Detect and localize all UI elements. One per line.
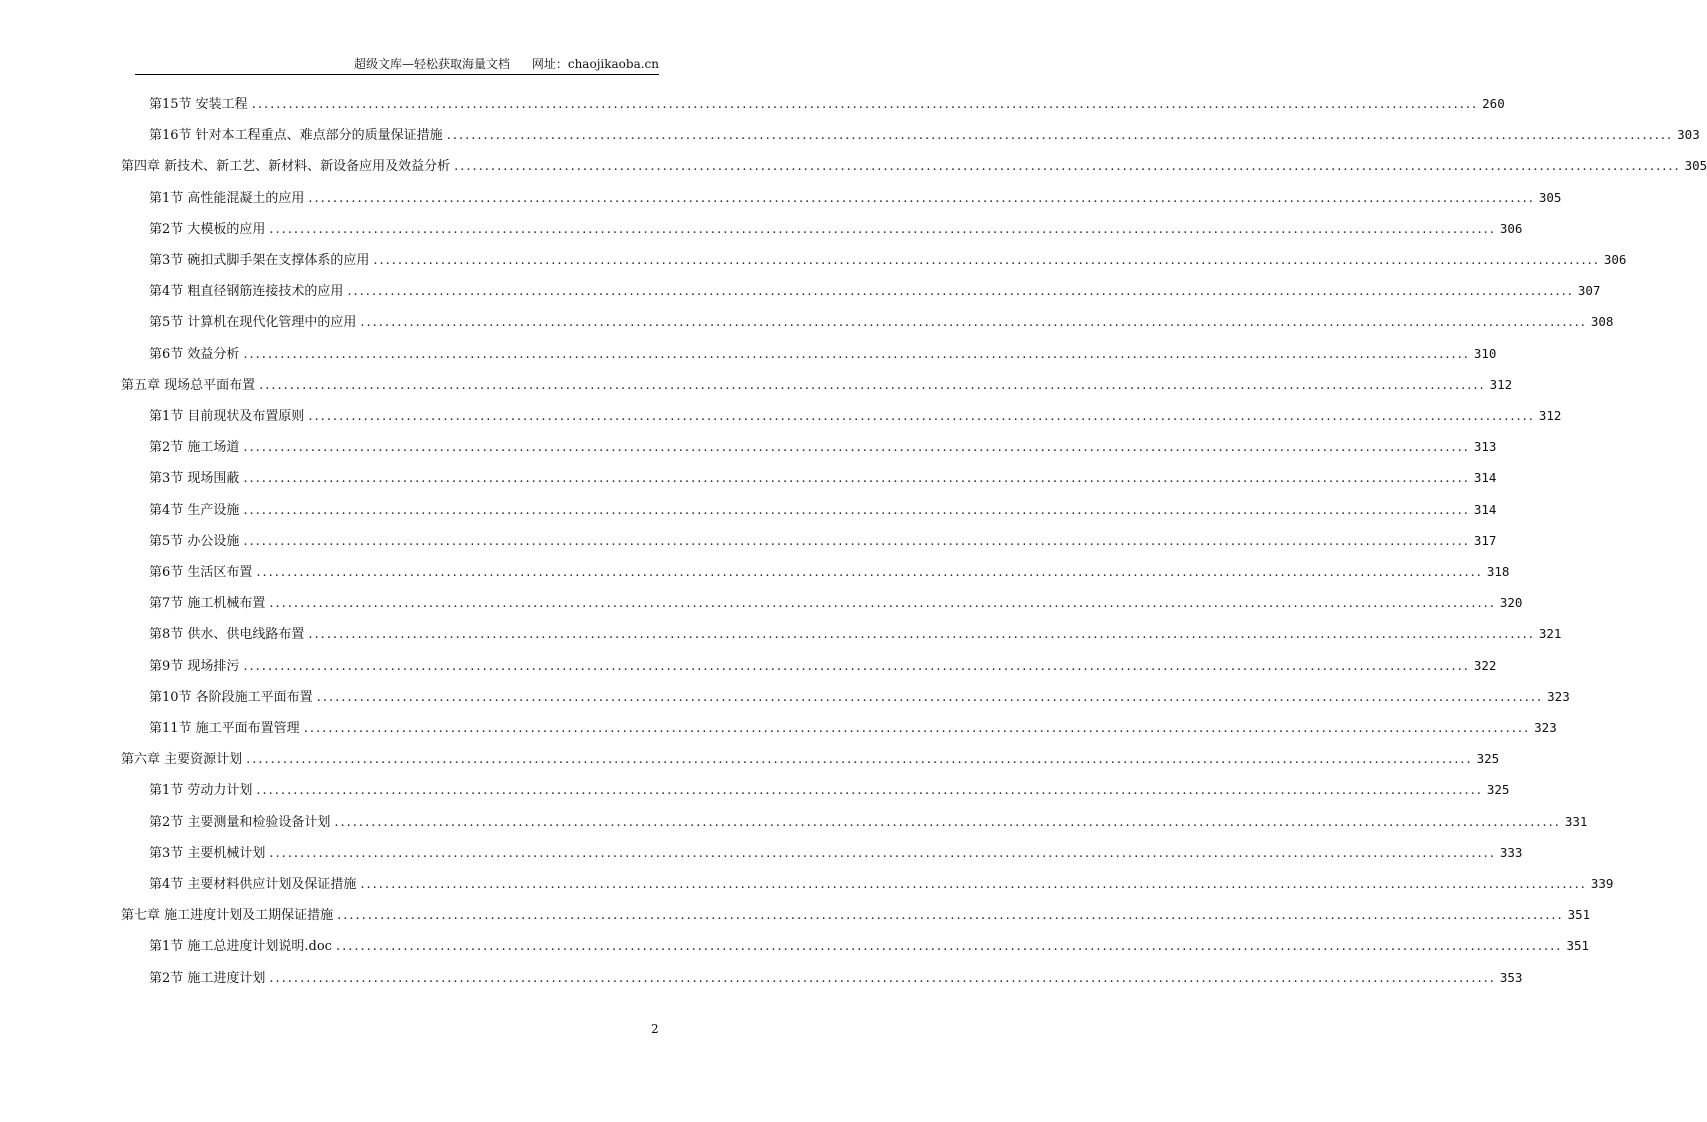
toc-entry-page: 312 (1538, 408, 1562, 423)
toc-entry-page: 331 (1564, 813, 1588, 829)
toc-leader-dots: ........................................................................................................................................................................................................ (243, 346, 1470, 362)
toc-entry-label: 第5节 办公设施 (149, 533, 240, 549)
toc-entry-label: 第4节 主要材料供应计划及保证措施 (149, 877, 357, 892)
toc-entry-page: 314 (1473, 470, 1497, 486)
toc-leader-dots: ........................................................................................................................................................................................................ (256, 565, 1483, 580)
toc-entry-label: 第10节 各阶段施工平面布置 (149, 689, 313, 705)
toc-section-entry[interactable] (149, 219, 1523, 239)
toc-leader-dots: ........................................................................................................................................................................................................ (308, 409, 1535, 424)
toc-leader-dots: ........................................................................................................................................................................................................ (373, 253, 1600, 268)
toc-section-entry[interactable] (149, 344, 1497, 364)
toc-entry-label: 第七章 施工进度计划及工期保证措施 (121, 908, 334, 924)
toc-leader-dots: ........................................................................................................................................................................................................ (303, 721, 1531, 736)
toc-entry-label: 第5节 计算机在现代化管理中的应用 (149, 315, 357, 331)
toc-entry-label: 第3节 主要机械计划 (149, 845, 266, 861)
toc-entry-label: 第1节 目前现状及布置原则 (149, 409, 305, 424)
toc-entry-page: 318 (1486, 564, 1510, 579)
toc-entry-label: 第2节 施工进度计划 (149, 970, 266, 986)
toc-entry-label: 第15节 安装工程 (149, 97, 248, 112)
toc-leader-dots: ........................................................................................................................................................................................................ (259, 377, 1486, 393)
toc-leader-dots: ........................................................................................................................................................................................................ (269, 596, 1496, 612)
toc-section-entry[interactable] (149, 968, 1523, 988)
toc-section-entry[interactable] (149, 718, 1557, 738)
toc-leader-dots: ........................................................................................................................................................................................................ (308, 190, 1535, 206)
toc-chapter-entry[interactable] (121, 749, 1500, 769)
header-site-label: 超级文库—轻松获取海量文档 (354, 57, 511, 71)
toc-section-entry[interactable] (149, 468, 1497, 488)
toc-leader-dots: ........................................................................................................................................................................................................ (251, 97, 1479, 112)
toc-entry-page: 351 (1566, 938, 1590, 954)
toc-section-entry[interactable] (149, 687, 1570, 707)
toc-entry-page: 351 (1567, 907, 1591, 923)
toc-entry-page: 305 (1538, 189, 1562, 205)
toc-leader-dots: ........................................................................................................................................................................................................ (269, 221, 1496, 237)
toc-entry-label: 第1节 劳动力计划 (149, 783, 253, 799)
toc-entry-label: 第4节 粗直径钢筋连接技术的应用 (149, 284, 344, 300)
toc-section-entry[interactable] (149, 94, 1505, 114)
toc-entry-page: 260 (1482, 96, 1505, 111)
toc-section-entry[interactable] (149, 812, 1588, 832)
toc-entry-page: 310 (1473, 345, 1497, 361)
toc-entry-page: 314 (1473, 501, 1497, 517)
toc-entry-page: 305 (1684, 158, 1707, 174)
toc-leader-dots: ........................................................................................................................................................................................................ (316, 689, 1544, 705)
toc-entry-label: 第六章 主要资源计划 (121, 752, 243, 768)
toc-section-entry[interactable] (149, 312, 1614, 332)
toc-section-entry[interactable] (149, 500, 1497, 520)
toc-entry-label: 第五章 现场总平面布置 (121, 377, 256, 393)
toc-leader-dots: ........................................................................................................................................................................................................ (360, 877, 1587, 892)
toc-entry-page: 306 (1499, 220, 1523, 236)
toc-section-entry[interactable] (149, 437, 1497, 457)
toc-entry-page: 312 (1489, 376, 1513, 392)
toc-entry-label: 第7节 施工机械布置 (149, 596, 266, 612)
toc-section-entry[interactable] (149, 125, 1700, 145)
toc-entry-label: 第四章 新技术、新工艺、新材料、新设备应用及效益分析 (121, 159, 451, 175)
toc-entry-label: 第3节 现场围蔽 (149, 471, 240, 487)
toc-leader-dots: ........................................................................................................................................................................................................ (347, 284, 1574, 300)
toc-entry-page: 321 (1538, 626, 1562, 642)
toc-section-entry[interactable] (149, 562, 1510, 582)
toc-section-entry[interactable] (149, 531, 1497, 551)
toc-entry-page: 323 (1547, 688, 1570, 704)
toc-entry-label: 第2节 主要测量和检验设备计划 (149, 814, 331, 830)
toc-entry-page: 325 (1476, 751, 1500, 767)
toc-section-entry[interactable] (149, 780, 1510, 800)
toc-entry-page: 323 (1534, 720, 1557, 735)
toc-entry-page: 325 (1486, 782, 1510, 798)
toc-entry-page: 333 (1499, 844, 1523, 860)
page-header (135, 54, 659, 75)
toc-entry-label: 第4节 生产设施 (149, 502, 240, 518)
toc-entry-label: 第3节 碗扣式脚手架在支撑体系的应用 (149, 253, 370, 268)
toc-entry-page: 339 (1590, 876, 1614, 891)
toc-leader-dots: ........................................................................................................................................................................................................ (269, 970, 1496, 986)
toc-entry-page: 317 (1473, 532, 1497, 548)
toc-chapter-entry[interactable] (121, 375, 1513, 395)
toc-leader-dots: ........................................................................................................................................................................................................ (446, 128, 1674, 144)
toc-entry-label: 第9节 现场排污 (149, 658, 240, 674)
toc-leader-dots: ........................................................................................................................................................................................................ (243, 440, 1470, 456)
toc-entry-page: 353 (1499, 969, 1523, 985)
toc-entry-label: 第6节 效益分析 (149, 346, 240, 362)
toc-entry-page: 306 (1603, 252, 1627, 267)
toc-leader-dots: ........................................................................................................................................................................................................ (337, 908, 1564, 924)
toc-entry-page: 303 (1677, 127, 1700, 143)
toc-leader-dots: ........................................................................................................................................................................................................ (256, 783, 1483, 799)
toc-section-entry[interactable] (149, 406, 1562, 426)
toc-chapter-entry[interactable] (121, 156, 1707, 176)
toc-entry-label: 第1节 施工总进度计划说明.doc (149, 939, 332, 955)
toc-entry-page: 320 (1499, 595, 1523, 611)
toc-entry-label: 第2节 施工场道 (149, 440, 240, 456)
toc-entry-page: 308 (1590, 314, 1614, 330)
toc-section-entry[interactable] (149, 843, 1523, 863)
toc-leader-dots: ........................................................................................................................................................................................................ (360, 315, 1587, 331)
toc-section-entry[interactable] (149, 874, 1614, 894)
toc-section-entry[interactable] (149, 624, 1562, 644)
toc-leader-dots: ........................................................................................................................................................................................................ (246, 752, 1473, 768)
page-number: 2 (651, 1022, 659, 1036)
toc-leader-dots: ........................................................................................................................................................................................................ (243, 533, 1470, 549)
toc-section-entry[interactable] (149, 936, 1590, 956)
toc-entry-page: 322 (1473, 657, 1497, 673)
toc-entry-label: 第2节 大模板的应用 (149, 221, 266, 237)
toc-leader-dots: ........................................................................................................................................................................................................ (454, 159, 1681, 175)
toc-entry-label: 第1节 高性能混凝土的应用 (149, 190, 305, 206)
toc-leader-dots: ........................................................................................................................................................................................................ (243, 471, 1470, 487)
toc-entry-label: 第6节 生活区布置 (149, 565, 253, 580)
toc-entry-page: 313 (1473, 439, 1497, 455)
header-url-label[interactable]: 网址：chaojikaoba.cn (531, 57, 659, 71)
toc-leader-dots: ........................................................................................................................................................................................................ (335, 939, 1563, 955)
toc-section-entry[interactable] (149, 593, 1523, 613)
toc-entry-label: 第11节 施工平面布置管理 (149, 721, 300, 736)
toc-entry-label: 第8节 供水、供电线路布置 (149, 627, 305, 643)
toc-chapter-entry[interactable] (121, 905, 1591, 925)
toc-section-entry[interactable] (149, 281, 1601, 301)
toc-entry-label: 第16节 针对本工程重点、难点部分的质量保证措施 (149, 128, 443, 144)
toc-leader-dots: ........................................................................................................................................................................................................ (334, 814, 1561, 830)
toc-leader-dots: ........................................................................................................................................................................................................ (243, 658, 1470, 674)
toc-section-entry[interactable] (149, 656, 1497, 676)
toc-section-entry[interactable] (149, 250, 1627, 270)
toc-leader-dots: ........................................................................................................................................................................................................ (243, 502, 1470, 518)
toc-entry-page: 307 (1577, 283, 1601, 299)
toc-leader-dots: ........................................................................................................................................................................................................ (308, 627, 1535, 643)
toc-leader-dots: ........................................................................................................................................................................................................ (269, 845, 1496, 861)
toc-section-entry[interactable] (149, 188, 1562, 208)
